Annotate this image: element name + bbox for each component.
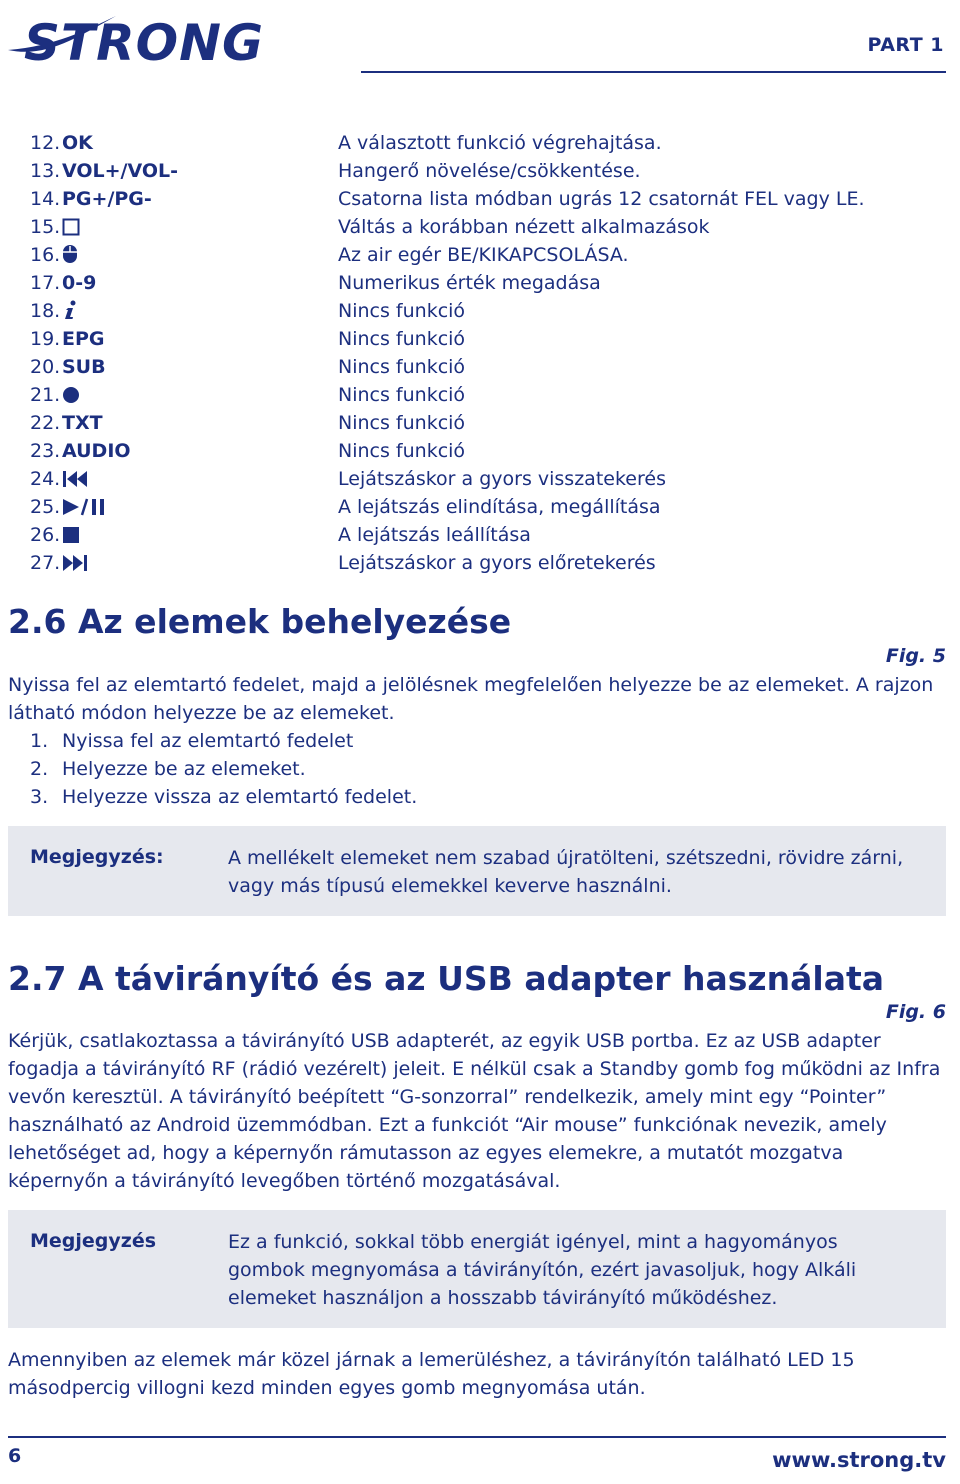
section-2-7-paragraph: Kérjük, csatlakoztassa a távirányító USB adapterét, az egyik USB portba. Ez az USB adapter fogadja a távirányító RF (rádió vezérelt) jeleit. E nélkül csak a Standby gomb fog működni az Infra vevőn keresztül. A távirányító beépített “G-sonzorral” rendelkezik, amely mint egy “Pointer” használható az Android üzemmódban. Ezt a funkciót “Air mouse” funkciónak nevezik, amely lehetőséget ad, hogy a képernyőn rámutasson az egyes elemekre, a mutatót mozgatva képernyőn a távirányító levegőben történő mozgatásával. bbox=[8, 1030, 941, 1192]
footer-divider bbox=[8, 1436, 946, 1438]
play-pause-icon bbox=[62, 496, 108, 518]
key-name bbox=[62, 381, 80, 409]
key-number: 17. bbox=[30, 272, 61, 294]
page-number: 6 bbox=[8, 1445, 22, 1467]
section-2-6-paragraph: Nyissa fel az elemtartó fedelet, majd a jelölésnek megfelelően helyezze be az elemeket. A rajzon látható módon helyezze be az elemeket. bbox=[8, 674, 934, 724]
list-item: 1. Nyissa fel az elemtartó fedelet bbox=[30, 730, 354, 752]
list-item bbox=[30, 409, 930, 437]
key-number: 15. bbox=[30, 216, 61, 238]
key-name: PG+/PG- bbox=[62, 188, 152, 210]
header-divider bbox=[361, 71, 946, 73]
fig-6-label: Fig. 6 bbox=[885, 1001, 946, 1023]
list-item bbox=[30, 493, 930, 521]
remote-key-list bbox=[30, 129, 930, 577]
key-description: A lejátszás elindítása, megállítása bbox=[338, 496, 661, 518]
battery-note-box bbox=[8, 826, 946, 916]
list-item bbox=[30, 437, 930, 465]
list-item bbox=[30, 185, 930, 213]
note-text: A mellékelt elemeket nem szabad újratölteni, szétszedni, rövidre zárni, vagy más típusú elemekkel keverve használni. bbox=[228, 847, 904, 897]
key-description: Lejátszáskor a gyors előretekerés bbox=[338, 552, 656, 574]
key-description: Váltás a korábban nézett alkalmazások bbox=[338, 216, 710, 238]
key-number: 25. bbox=[30, 496, 61, 518]
list-item bbox=[30, 521, 930, 549]
list-item: 2. Helyezze be az elemeket. bbox=[30, 758, 306, 780]
key-name bbox=[62, 521, 80, 549]
key-name: EPG bbox=[62, 328, 105, 350]
battery-low-paragraph: Amennyiben az elemek már közel járnak a lemerüléshez, a távirányítón található LED 15 másodpercig villogni kezd minden egyes gomb megnyomása után. bbox=[8, 1349, 855, 1399]
key-number: 24. bbox=[30, 468, 61, 490]
key-description: Az air egér BE/KIKAPCSOLÁSA. bbox=[338, 244, 629, 266]
list-item bbox=[30, 297, 930, 325]
key-name bbox=[62, 297, 78, 325]
key-description: Nincs funkció bbox=[338, 356, 466, 378]
key-number: 13. bbox=[30, 160, 61, 182]
key-number: 20. bbox=[30, 356, 61, 378]
key-description: Hangerő növelése/csökkentése. bbox=[338, 160, 641, 182]
info-icon bbox=[62, 300, 78, 322]
part-label: PART 1 bbox=[867, 34, 944, 56]
key-number: 18. bbox=[30, 300, 61, 322]
key-name: AUDIO bbox=[62, 440, 131, 462]
key-description: A választott funkció végrehajtása. bbox=[338, 132, 662, 154]
key-description: Nincs funkció bbox=[338, 300, 466, 322]
logo-text: STRONG bbox=[24, 14, 265, 68]
stop-icon bbox=[62, 524, 80, 546]
list-item bbox=[30, 353, 930, 381]
battery-steps-list bbox=[30, 727, 417, 811]
key-description: Numerikus érték megadása bbox=[338, 272, 601, 294]
list-item bbox=[30, 269, 930, 297]
key-number: 26. bbox=[30, 524, 61, 546]
square-outline-icon bbox=[62, 216, 80, 238]
key-name: TXT bbox=[62, 412, 103, 434]
note-label: Megjegyzés: bbox=[30, 846, 164, 868]
key-number: 19. bbox=[30, 328, 61, 350]
key-number: 27. bbox=[30, 552, 61, 574]
fast-forward-icon bbox=[62, 552, 90, 574]
key-number: 12. bbox=[30, 132, 61, 154]
website-link[interactable]: www.strong.tv bbox=[772, 1448, 946, 1472]
key-description: Nincs funkció bbox=[338, 328, 466, 350]
air-mouse-note-box bbox=[8, 1210, 946, 1328]
list-item bbox=[30, 129, 930, 157]
list-item: 3. Helyezze vissza az elemtartó fedelet. bbox=[30, 786, 418, 808]
key-name bbox=[62, 549, 90, 577]
list-item bbox=[30, 241, 930, 269]
key-number: 16. bbox=[30, 244, 61, 266]
key-description: Nincs funkció bbox=[338, 440, 466, 462]
key-number: 21. bbox=[30, 384, 61, 406]
key-description: Lejátszáskor a gyors visszatekerés bbox=[338, 468, 666, 490]
key-name bbox=[62, 493, 108, 521]
record-dot-icon bbox=[62, 384, 80, 406]
key-description: A lejátszás leállítása bbox=[338, 524, 531, 546]
key-description: Nincs funkció bbox=[338, 384, 466, 406]
key-description: Csatorna lista módban ugrás 12 csatornát FEL vagy LE. bbox=[338, 188, 865, 210]
key-name: 0-9 bbox=[62, 272, 97, 294]
section-2-7-title: 2.7 A távirányító és az USB adapter használata bbox=[8, 959, 885, 998]
list-item bbox=[30, 213, 930, 241]
note-label: Megjegyzés bbox=[30, 1230, 157, 1252]
key-name bbox=[62, 213, 80, 241]
fig-5-label: Fig. 5 bbox=[885, 645, 946, 667]
note-text: Ez a funkció, sokkal több energiát igényel, mint a hagyományos gombok megnyomása a távirányítón, ezért javasoljuk, hogy Alkáli elemeket használjon a hosszabb távirányító működéshez. bbox=[228, 1231, 857, 1309]
key-number: 22. bbox=[30, 412, 61, 434]
key-name bbox=[62, 241, 78, 269]
list-item bbox=[30, 381, 930, 409]
key-name: OK bbox=[62, 132, 93, 154]
key-number: 23. bbox=[30, 440, 61, 462]
key-name: SUB bbox=[62, 356, 106, 378]
key-number: 14. bbox=[30, 188, 61, 210]
list-item bbox=[30, 549, 930, 577]
mouse-icon bbox=[62, 244, 78, 266]
list-item bbox=[30, 157, 930, 185]
key-description: Nincs funkció bbox=[338, 412, 466, 434]
key-name bbox=[62, 465, 88, 493]
list-item bbox=[30, 465, 930, 493]
list-item bbox=[30, 325, 930, 353]
section-2-6-title: 2.6 Az elemek behelyezése bbox=[8, 602, 512, 641]
strong-logo bbox=[6, 8, 310, 68]
key-name: VOL+/VOL- bbox=[62, 160, 179, 182]
fast-rewind-icon bbox=[62, 468, 88, 490]
